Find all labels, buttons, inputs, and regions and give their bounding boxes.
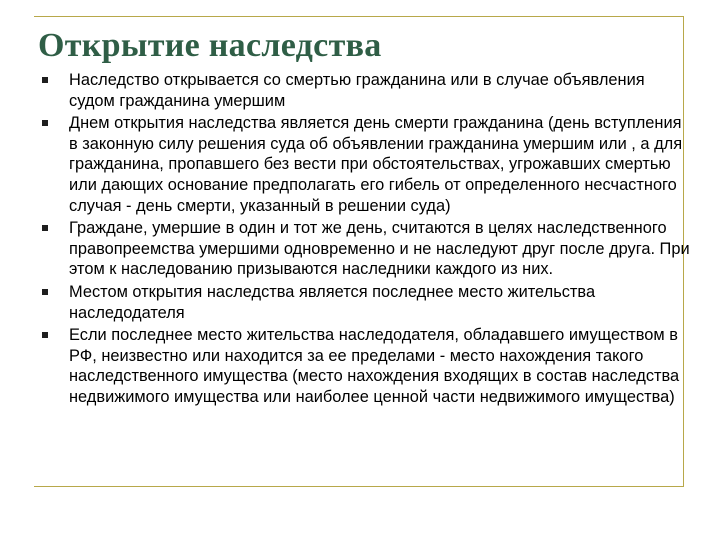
bullet-text: Граждане, умершие в один и тот же день, считаются в целях наследственного правопреемства умершими одновременно и не наследуют друг после друга. При этом к наследованию призываются наследники каждого из них. <box>69 219 690 279</box>
square-bullet-icon <box>42 332 48 338</box>
bullet-item <box>40 218 690 280</box>
bullet-item <box>40 70 690 111</box>
bullet-text: Днем открытия наследства является день смерти гражданина (день вступления в законную силу решения суда об объявлении гражданина умершим или , а для гражданина, пропавшего без вести при обстоятельствах, угрожавших смертью или дающих основание предполагать его гибель от определенного несчастного случая - день смерти, указанный в решении суда) <box>69 114 683 215</box>
slide-title: Открытие наследства <box>38 27 382 64</box>
square-bullet-icon <box>42 77 48 83</box>
bullet-text: Если последнее место жительства наследодателя, обладавшего имуществом в РФ, неизвестно или находится за ее пределами - место нахождения такого наследственного имущества (место нахождения входящих в состав наследства недвижимого имущества или наиболее ценной части недвижимого имущества) <box>69 326 680 406</box>
square-bullet-icon <box>42 225 48 231</box>
bullet-item <box>40 325 690 407</box>
bullet-text: Местом открытия наследства является последнее место жительства наследодателя <box>69 282 596 322</box>
frame-top-line <box>34 16 684 17</box>
bullet-item <box>40 282 690 323</box>
frame-bottom-line <box>34 486 684 487</box>
bullet-text: Наследство открывается со смертью гражданина или в случае объявления судом гражданина умершим <box>69 71 645 110</box>
bullet-item <box>40 113 690 216</box>
bullet-list <box>40 70 690 410</box>
square-bullet-icon <box>42 289 48 295</box>
square-bullet-icon <box>42 120 48 126</box>
